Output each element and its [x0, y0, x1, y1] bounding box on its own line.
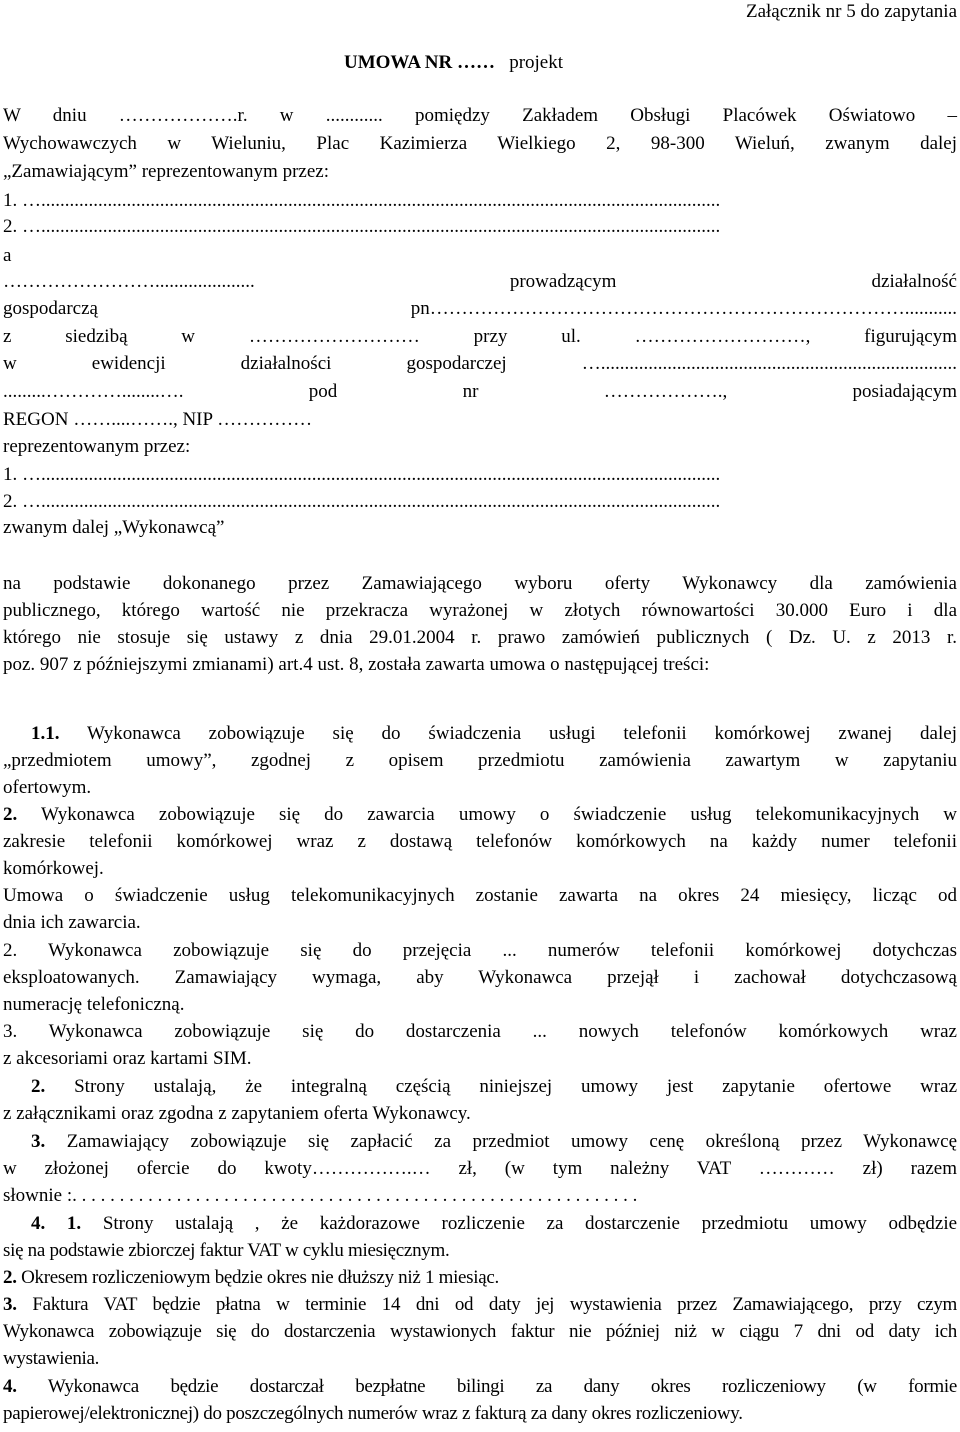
section-3-number: 3. [31, 1131, 46, 1152]
intro-line-11: .........…………........…. pod nr ………………., posiadającym [3, 381, 957, 402]
preamble-line-1: na podstawie dokonanego przez Zamawiającego wyboru oferty Wykonawcy dla zamówienia [3, 573, 957, 594]
intro-line-8: gospodarczą pn…………………………………………………………………........... [3, 298, 957, 319]
intro-line-13: reprezentowanym przez: [3, 436, 191, 457]
clause-numbers-line-3: numerację telefoniczną. [3, 994, 185, 1015]
section-4-3-line-3: wystawienia. [3, 1348, 100, 1369]
intro-line-3: „Zamawiającym” reprezentowanym przez: [3, 161, 329, 182]
attachment-note: Załącznik nr 5 do zapytania [745, 1, 957, 22]
section-4-2-number: 2. [3, 1267, 17, 1288]
section-2-line-2: z załącznikami oraz zgodna z zapytaniem oferta Wykonawcy. [3, 1103, 471, 1124]
clause-numbers-line-1: 2. Wykonawca zobowiązuje się do przejęcia ... numerów telefonii komórkowej dotychczas [3, 940, 957, 961]
section-2-number: 2. [31, 1076, 46, 1097]
intro-line-15: 2. …............................................................................................................................................... [3, 491, 721, 512]
section-3-line-3: słownie :. . . . . . . . . . . . . . . . . . . . . . . . . . . . . . . . . . . . . . . . . . . . . . . . . . . . . . . . . . . . [3, 1185, 638, 1206]
section-2-line-1: 2. Strony ustalają, że integralną częścią niniejszej umowy jest zapytanie ofertowe wraz [31, 1076, 957, 1097]
section-4-3-line-2: Wykonawca zobowiązuje się do dostarczenia wystawionych faktur nie później niż w ciągu 7 dni od daty ich [3, 1321, 957, 1342]
preamble-line-3: którego nie stosuje się ustawy z dnia 29.01.2004 r. prawo zamówień publicznych ( Dz. U. z 2013 r. [3, 627, 957, 648]
section-4-3-line-1: 3. Faktura VAT będzie płatna w terminie 14 dni od daty jej wystawienia przez Zamawiającego, przy czym [3, 1294, 957, 1315]
intro-line-12: REGON ……....……., NIP …………… [3, 409, 313, 430]
clause-1-2-line-3: komórkowej. [3, 858, 104, 879]
section-4-4-number: 4. [3, 1376, 17, 1397]
clause-duration-line-1: Umowa o świadczenie usług telekomunikacyjnych zostanie zawarta na okres 24 miesięcy, licząc od [3, 885, 957, 906]
intro-line-2: Wychowawczych w Wieluniu, Plac Kazimierza Wielkiego 2, 98-300 Wieluń, zwanym dalej [3, 133, 957, 154]
preamble-line-4: poz. 907 z późniejszymi zmianami) art.4 ust. 8, została zawarta umowa o następującej treści: [3, 654, 710, 675]
intro-line-6: a [3, 245, 12, 266]
clause-phones-line-1: 3. Wykonawca zobowiązuje się do dostarczenia ... nowych telefonów komórkowych wraz [3, 1021, 957, 1042]
clause-1-1-line-3: ofertowym. [3, 777, 92, 798]
clause-1-1-line-2: „przedmiotem umowy”, zgodnej z opisem przedmiotu zamówienia zawartym w zapytaniu [3, 750, 957, 771]
clause-1-2-line-1: 2. Wykonawca zobowiązuje się do zawarcia umowy o świadczenie usług telekomunikacyjnych w [3, 804, 957, 825]
clause-numbers-line-2: eksploatowanych. Zamawiający wymaga, aby Wykonawca przejął i zachował dotychczasową [3, 967, 957, 988]
intro-line-4: 1. …............................................................................................................................................... [3, 190, 721, 211]
section-4-4-line-1: 4. Wykonawca będzie dostarczał bezpłatne bilingi za dany okres rozliczeniowy (w formie [3, 1376, 957, 1397]
section-4-4-line-2: papierowej/elektronicznej) do poszczególnych numerów wraz z fakturą za dany okres rozliczeniowy. [3, 1403, 743, 1424]
section-3-line-1: 3. Zamawiający zobowiązuje się zapłacić za przedmiot umowy cenę określoną przez Wykonawcę [31, 1131, 958, 1152]
preamble-line-2: publicznego, którego wartość nie przekracza wyrażonej w złotych równowartości 30.000 Euro i dla [3, 600, 957, 621]
section-3-line-2: w złożonej ofercie do kwoty…………….… zł, (w tym należny VAT ………… zł) razem [3, 1158, 957, 1179]
intro-line-16: zwanym dalej „Wykonawcą” [3, 517, 225, 538]
intro-line-9: z siedzibą w ……………………… przy ul. ………………………, figurującym [3, 326, 957, 347]
contract-title-projekt: projekt [509, 52, 564, 73]
clause-1-1-line-1: 1.1. Wykonawca zobowiązuje się do świadczenia usługi telefonii komórkowej zwanej dalej [31, 723, 957, 744]
section-4-2-line: 2. Okresem rozliczeniowym będzie okres nie dłuższy niż 1 miesiąc. [3, 1267, 499, 1288]
intro-line-7: ……………………..................... prowadzącym działalność [3, 271, 957, 292]
intro-line-14: 1. …............................................................................................................................................... [3, 464, 721, 485]
intro-line-1: W dniu ……………….r. w ............ pomiędzy Zakładem Obsługi Placówek Oświatowo – [3, 105, 957, 126]
contract-title-number: UMOWA NR …… [344, 52, 495, 73]
clause-phones-line-2: z akcesoriami oraz kartami SIM. [3, 1048, 252, 1069]
clause-1-2-number: 2. [3, 804, 18, 825]
clause-1-1-number: 1.1. [31, 723, 60, 744]
intro-line-5: 2. …............................................................................................................................................... [3, 216, 721, 237]
section-4-3-number: 3. [3, 1294, 17, 1315]
intro-line-10: w ewidencji działalności gospodarczej …........................................................................... [3, 353, 957, 374]
clause-1-2-line-2: zakresie telefonii komórkowej wraz z dostawą telefonów komórkowych na każdy numer telefonii [3, 831, 957, 852]
section-4-line-1: 4. 1. Strony ustalają , że każdorazowe rozliczenie za dostarczenie przedmiotu umowy odbędzie [31, 1213, 958, 1234]
contract-title [344, 51, 744, 77]
clause-duration-line-2: dnia ich zawarcia. [3, 912, 141, 933]
section-4-line-2: się na podstawie zbiorczej faktur VAT w cyklu miesięcznym. [3, 1240, 450, 1261]
section-4-number: 4. 1. [31, 1213, 82, 1234]
